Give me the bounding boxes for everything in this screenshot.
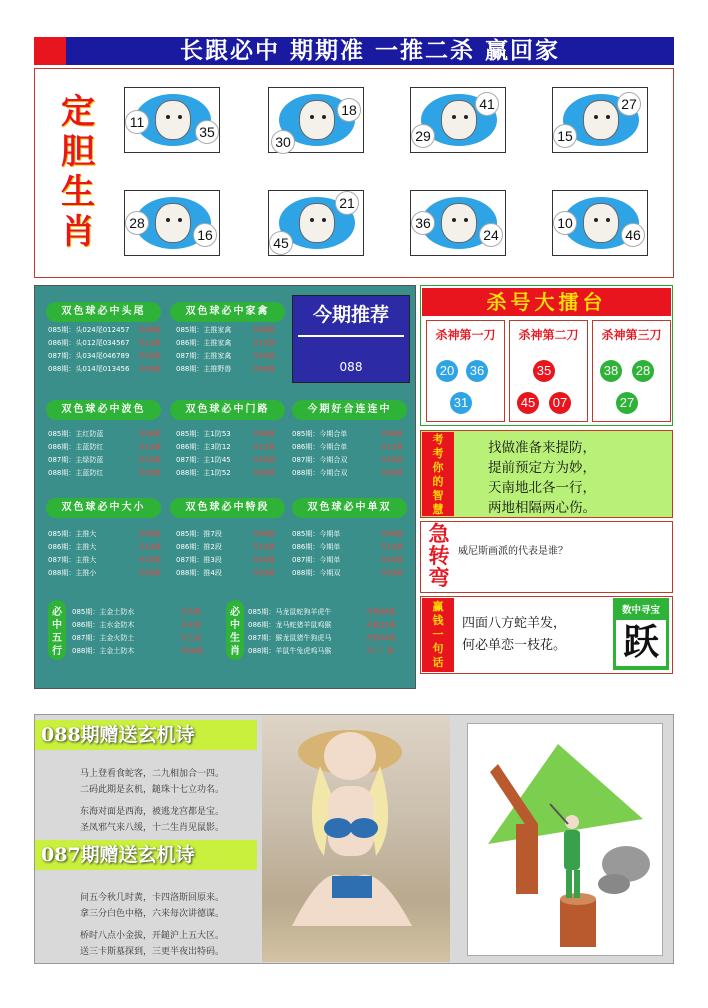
prediction-row [292,528,403,541]
prediction-result: 开20准 [380,556,403,564]
prediction-text: 086期：今期合单 [292,443,348,451]
zodiac-number: 15 [553,124,577,148]
panel-title: 双色球必中头尾 [46,302,161,322]
prediction-text: 085期：主推大 [48,530,97,538]
kill-ball: 45 [517,392,539,414]
prediction-result: 开08准 [380,530,403,538]
prediction-result: 开00准 [380,569,403,577]
zodiac-number: 36 [411,211,435,235]
prediction-text: 085期：推7段 [176,530,222,538]
prediction-text: 088期：今期双 [292,569,341,577]
poem-line: 马上登看食蛇客，二九相加合一四。 [80,769,225,779]
prediction-row [176,441,275,454]
wisdom-side-text: 考考你的智慧 [432,433,444,516]
rabbit-icon [583,100,619,140]
poem-title-088: 088期赠送玄机诗 [35,720,257,750]
banner-title: 长跟必中 期期准 一推二杀 赢回家 [179,37,561,64]
prediction-row [48,350,161,363]
prediction-result: 开00准 [138,569,161,577]
prediction-result: 开木错 [180,608,201,616]
prediction-result: 开20准 [138,456,161,464]
prediction-result: 开00准 [380,469,403,477]
prediction-text: 087期：今期合双 [292,456,348,464]
treasure-label: 数中寻宝 [621,605,660,616]
recommend-divider [298,335,404,337]
prediction-text: 085期：主金土防水 [72,608,135,616]
prediction-text: 086期：主推家禽 [176,339,232,347]
prediction-text: 088期：主推野兽 [176,365,232,373]
sheep-icon [155,100,191,140]
prediction-result: 开08准 [380,430,403,438]
prediction-result: 开08准 [252,430,275,438]
prediction-row [248,645,394,658]
panel-title: 双色球必中门路 [170,400,285,420]
prediction-text: 088期：主推小 [48,569,97,577]
zodiac-card [410,87,506,153]
prediction-text: 086期：主水金防木 [72,621,135,629]
prediction-result: 开08准 [252,530,275,538]
prediction-result: 开13准 [252,339,275,347]
prediction-text: 088期：头014尾013456 [48,365,130,373]
prediction-text: 085期：头024尾012457 [48,326,130,334]
prediction-text: 085期：主1防53 [176,430,231,438]
prediction-row [48,428,161,441]
prediction-row [292,428,403,441]
zodiac-number: 10 [553,211,577,235]
zodiac-number: 16 [193,223,217,247]
zodiac-number: 30 [271,130,295,154]
brain-teaser-box [420,521,673,593]
zodiac-number: 45 [269,231,293,255]
prediction-row [248,606,396,619]
prediction-result: 开20准 [138,352,161,360]
kill-column-head: 杀神第二刀 [518,328,579,342]
kill-board-title: 杀号大擂台 [422,288,671,316]
panel-title: 今期好合连连中 [292,400,407,420]
banner-accent-block [34,37,66,65]
prediction-row [292,554,403,567]
kill-ball: 20 [436,360,458,382]
prediction-row [48,528,161,541]
prediction-result: 开20准 [252,352,275,360]
prediction-row [176,541,275,554]
prediction-text: 087期：主推大 [48,556,97,564]
kill-ball: 35 [533,360,555,382]
win-phrase-line: 四面八方蛇羊发， [462,616,567,631]
wisdom-line: 天南地北各一行， [488,480,596,496]
win-phrase-line: 何必单恋一枝花。 [462,638,567,653]
prediction-result: 开13准 [380,543,403,551]
prediction-result: 开13准 [138,543,161,551]
prediction-result: 开猴13准 [366,621,396,629]
rat-icon [299,100,335,140]
poem-line: 东海对面是西海，被逃龙宫都是宝。 [80,807,225,817]
panel-title: 双色球必中家禽 [170,302,285,322]
prediction-text: 088期：主蓝防红 [48,469,104,477]
panel-title: 双色球必中特段 [170,498,285,518]
prediction-row [176,428,275,441]
prediction-row [48,554,161,567]
kill-ball: 36 [466,360,488,382]
zodiac-number: 28 [125,211,149,235]
brain-teaser-label [424,523,454,589]
prediction-row [48,337,161,350]
zodiac-card [124,87,220,153]
poem-title-087: 087期赠送玄机诗 [35,840,257,870]
panel-title: 必中生肖 [226,600,244,660]
kill-ball: 07 [549,392,571,414]
prediction-result: 开00准 [138,365,161,373]
poem-line: 圣凤邪气来八缓，十二生肖见鼠影。 [80,823,225,833]
prediction-row [292,454,403,467]
recommend-title: 今期推荐 [312,304,389,326]
prediction-result: 开00准 [138,469,161,477]
prediction-row [292,541,403,554]
prediction-row [48,467,161,480]
prediction-result: 开00准 [180,647,203,655]
prediction-row [72,632,201,645]
prediction-row [72,619,201,632]
prediction-text: 088期：主1防52 [176,469,231,477]
recommend-issue: 088 [339,360,363,374]
prediction-row [48,567,161,580]
prediction-row [176,363,275,376]
prediction-row [176,337,275,350]
zodiac-number: 41 [475,92,499,116]
prediction-result: 开08准 [138,530,161,538]
photo-woman-on-beach [262,716,450,962]
prediction-text: 086期：主推大 [48,543,97,551]
zodiac-side-label [58,92,98,252]
side-char: 肖 [61,212,95,252]
kill-column-head: 杀神第三刀 [601,328,662,342]
ox-icon [441,203,477,243]
zodiac-number: 24 [479,223,503,247]
prediction-result: 开13准 [138,443,161,451]
prediction-text: 085期：今期合单 [292,430,348,438]
prediction-text: 087期：主金火防土 [72,634,135,642]
tiger-icon [155,203,191,243]
prediction-text: 087期：主1防45 [176,456,231,464]
prediction-result: 开00准 [252,569,275,577]
side-char: 生 [61,172,95,212]
prediction-text: 087期：主推家禽 [176,352,232,360]
prediction-row [176,528,275,541]
prediction-row [292,467,403,480]
prediction-row [292,441,403,454]
prediction-text: 087期：主绿防蓝 [48,456,104,464]
zodiac-card [410,190,506,256]
prediction-result: 开？？准 [366,647,394,655]
prediction-row [48,363,161,376]
prediction-result: 开20准 [380,456,403,464]
zodiac-number: 29 [411,124,435,148]
prediction-text: 086期：今期单 [292,543,341,551]
panel-title: 双色球必中单双 [292,498,407,518]
prediction-row [48,324,161,337]
cow-icon [441,100,477,140]
treasure-char: 跃 [616,620,666,666]
chicken-icon [299,203,335,243]
kill-column-head: 杀神第一刀 [435,328,496,342]
prediction-result: 开20准 [252,556,275,564]
zodiac-card [124,190,220,256]
prediction-result: 开08准 [252,326,275,334]
prediction-row [248,619,396,632]
prediction-result: 开水准 [180,621,201,629]
prediction-text: 087期：推3段 [176,556,222,564]
prediction-text: 085期：马龙鼠蛇狗羊虎牛 [248,608,332,616]
wisdom-line: 两地相隔两心伤。 [488,500,596,516]
prediction-result: 开00准 [252,365,275,373]
wisdom-line: 提前预定方为妙， [488,460,596,476]
prediction-text: 087期：猴龙鼠猪牛狗虎马 [248,634,332,642]
poem-line: 二码此期是玄机，鎚珠十七立功名。 [80,785,225,795]
monkey-icon [583,203,619,243]
prediction-result: 开08准 [138,326,161,334]
poem-line: 桥时八点小金拔，开鎚沪上五大区。 [80,931,225,941]
prediction-result: 开狗08准 [366,608,396,616]
photo-illustration [262,716,450,962]
prediction-result: 开13准 [252,443,275,451]
zodiac-number: 21 [335,191,359,215]
kill-ball: 27 [616,392,638,414]
prediction-text: 086期：头012尾034567 [48,339,130,347]
side-char: 胆 [61,132,95,172]
wisdom-side-label [422,432,454,516]
brain-teaser-text: 急转弯 [428,522,450,590]
zodiac-number: 18 [337,98,361,122]
prediction-text: 085期：主推家禽 [176,326,232,334]
prediction-result: 开13准 [252,543,275,551]
prediction-text: 087期：头034尾046789 [48,352,130,360]
kill-ball: 31 [450,392,472,414]
prediction-text: 085期：主红防蓝 [48,430,104,438]
kill-ball: 28 [632,360,654,382]
prediction-text: 086期：主3防12 [176,443,231,451]
zodiac-card [268,190,364,256]
prediction-row [176,350,275,363]
wisdom-line: 找做准备来提防， [488,440,596,456]
prediction-text: 086期：推2段 [176,543,222,551]
prediction-result: 开00准 [252,469,275,477]
prediction-result: 开土准 [180,634,201,642]
prediction-text: 085期：今期单 [292,530,341,538]
win-side-text: 赢钱一句话 [432,600,444,669]
side-char: 定 [61,92,95,132]
prediction-result: 开13准 [380,443,403,451]
prediction-result: 开13准 [138,339,161,347]
prediction-row [176,454,275,467]
zodiac-card [552,87,648,153]
prediction-row [176,567,275,580]
prediction-row [292,567,403,580]
prediction-row [176,324,275,337]
zodiac-number: 27 [617,92,641,116]
prediction-row [48,454,161,467]
prediction-result: 开08准 [138,430,161,438]
poem-line: 拿三分白色中格，六来每次讲德谋。 [80,909,225,919]
panel-title: 双色球必中大小 [46,498,161,518]
prediction-row [248,632,396,645]
brain-teaser-question: 威尼斯画派的代表是谁？ [458,546,568,557]
prediction-text: 088期：羊鼠牛兔虎鸡马猴 [248,647,332,655]
prediction-row [176,554,275,567]
prediction-result: 开20准 [252,456,275,464]
poem-line: 问五今秋几时黄，卡四洛斯回原来。 [80,893,225,903]
zodiac-number: 46 [621,223,645,247]
prediction-text: 087期：今期单 [292,556,341,564]
prediction-row [176,467,275,480]
prediction-text: 088期：主金土防木 [72,647,135,655]
prediction-row [72,606,201,619]
prediction-row [48,541,161,554]
zodiac-card [268,87,364,153]
prediction-text: 086期：龙马蛇猪羊鼠鸡猴 [248,621,332,629]
prediction-text: 088期：推4段 [176,569,222,577]
poem-line: 送三卡斯墓探到，三更半夜出特码。 [80,947,225,957]
panel-title: 必中五行 [48,600,66,660]
kill-ball: 38 [600,360,622,382]
woodcutter-drawing [468,724,664,957]
prediction-result: 开20准 [138,556,161,564]
woodcutter-illustration [467,723,663,956]
zodiac-number: 35 [195,120,219,144]
prediction-text: 086期：主蓝防红 [48,443,104,451]
win-phrase-label [422,598,454,672]
zodiac-number: 11 [125,110,149,134]
zodiac-card [552,190,648,256]
prediction-result: 开狗20准 [366,634,396,642]
prediction-row [72,645,203,658]
prediction-text: 088期：今期合双 [292,469,348,477]
panel-title: 双色球必中波色 [46,400,161,420]
prediction-row [48,441,161,454]
